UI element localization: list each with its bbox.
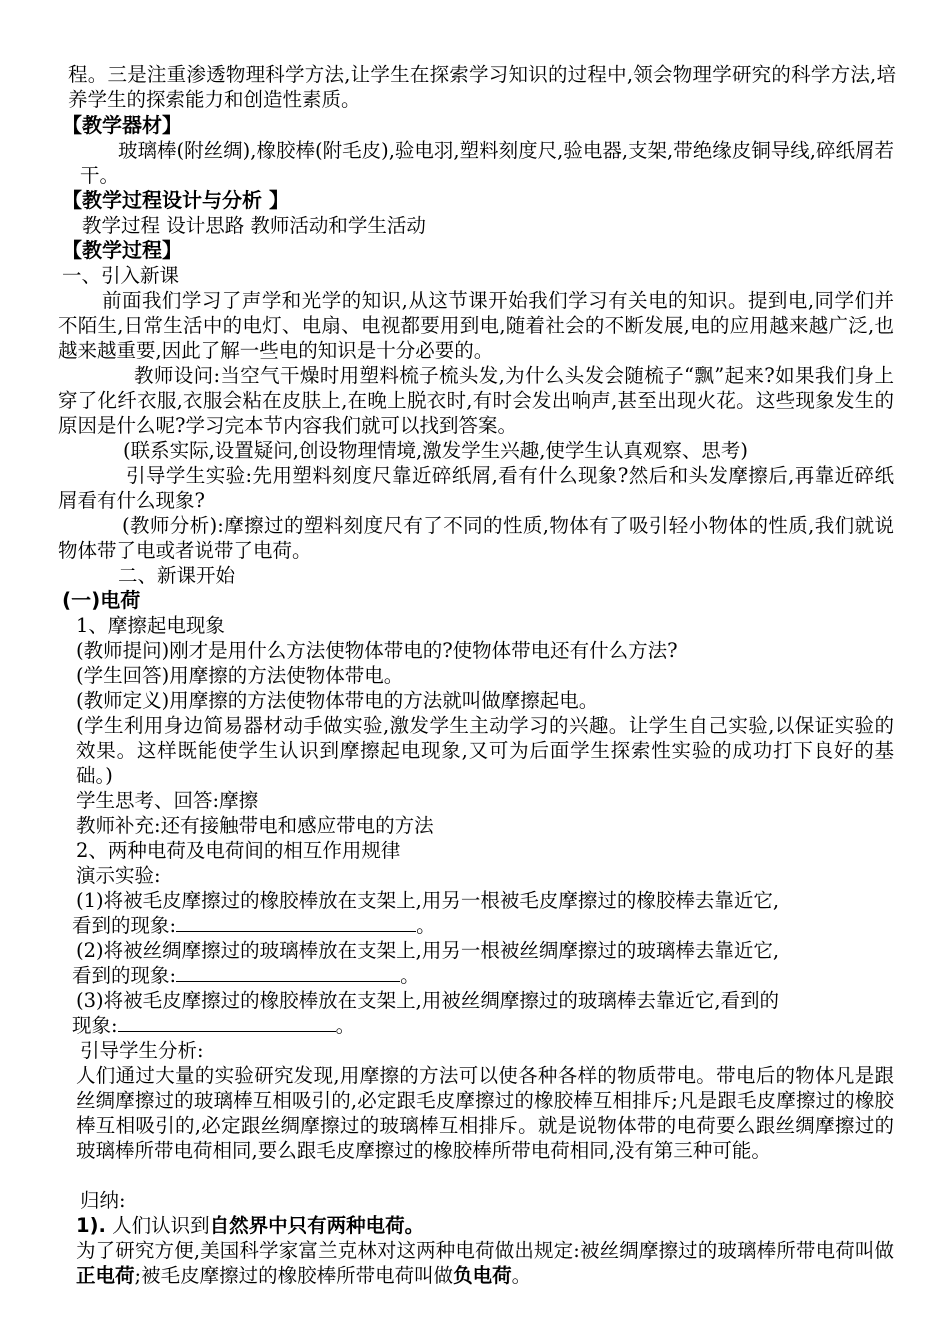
paragraph-student-answer: (学生回答)用摩擦的方法使物体带电。 <box>76 664 404 687</box>
experiment-3-period: 。 <box>335 1014 356 1037</box>
experiment-2-blank[interactable] <box>176 963 400 982</box>
section-intro: 一、引入新课 <box>62 264 180 287</box>
experiment-3-blank[interactable] <box>118 1013 336 1032</box>
experiment-1-blank[interactable] <box>176 913 416 932</box>
paragraph-analysis: 人们通过大量的实验研究发现,用摩擦的方法可以使各种各样的物质带电。带电后的物体凡是跟丝绸摩擦过的玻璃棒互相吸引的,必定跟毛皮摩擦过的橡胶棒互相排斥;凡是跟毛皮摩擦过的橡胶棒互相吸引的,必定跟丝绸摩擦过的玻璃棒互相排斥。就是说物体带的电荷要么跟丝绸摩擦过的玻璃棒所带电荷相同,要么跟毛皮摩擦过的橡胶棒所带电荷相同,没有第三种可能。 <box>76 1064 894 1162</box>
positive-charge-term: 正电荷 <box>76 1264 135 1287</box>
section-two-charges: 2、两种电荷及电荷间的相互作用规律 <box>76 839 401 862</box>
negative-charge-term: 负电荷 <box>453 1264 512 1287</box>
paragraph-teacher-question: (教师提问)刚才是用什么方法使物体带电的?使物体带电还有什么方法? <box>76 639 678 662</box>
heading-process: 【教学过程】 <box>62 238 182 262</box>
section-friction: 1、摩擦起电现象 <box>76 614 225 637</box>
paragraph-intro-continuation: 程。三是注重渗透物理科学方法,让学生在探索学习知识的过程中,领会物理学研究的科学方法,培养学生的探索能力和创造性素质。 <box>68 63 896 111</box>
experiment-2: (2)将被丝绸摩擦过的玻璃棒放在支架上,用另一根被丝绸摩擦过的玻璃棒去靠近它, <box>76 939 780 962</box>
paragraph-summary: 归纳: <box>80 1189 126 1212</box>
paragraph-design: 教学过程 设计思路 教师活动和学生活动 <box>82 214 426 237</box>
experiment-3: (3)将被毛皮摩擦过的橡胶棒放在支架上,用被丝绸摩擦过的玻璃棒去靠近它,看到的 <box>76 989 780 1012</box>
experiment-2-label: 看到的现象: <box>72 964 177 987</box>
paragraph-student-think: 学生思考、回答:摩擦 <box>76 789 259 812</box>
heading-design: 【教学过程设计与分析 】 <box>62 188 289 212</box>
paragraph-intro-1: 前面我们学习了声学和光学的知识,从这节课开始我们学习有关电的知识。提到电,同学们并不陌生,日常生活中的电灯、电扇、电视都要用到电,随着社会的不断发展,电的应用越来越广泛,也越来越重要,因此了解一些电的知识是十分必要的。 <box>58 289 894 362</box>
paragraph-intro-5: (教师分析):摩擦过的塑料刻度尺有了不同的性质,物体有了吸引轻小物体的性质,我们就说物体带了电或者说带了电荷。 <box>58 514 894 562</box>
paragraph-intro-3: (联系实际,设置疑问,创设物理情境,激发学生兴趣,使学生认真观察、思考) <box>123 439 749 462</box>
paragraph-teacher-definition: (教师定义)用摩擦的方法使物体带电的方法就叫做摩擦起电。 <box>76 689 599 712</box>
franklin-text-a: 为了研究方便,美国科学家富兰克林对这两种电荷做出规定:被丝绸摩擦过的玻璃棒所带电荷叫做 <box>76 1239 894 1262</box>
experiment-3-result <box>72 1013 355 1038</box>
section-new-lesson: 二、新课开始 <box>118 564 236 587</box>
conclusion-1-text: 人们认识到 <box>105 1214 210 1237</box>
paragraph-demo: 演示实验: <box>76 864 161 887</box>
conclusion-1 <box>76 1213 424 1238</box>
experiment-3-label: 现象: <box>72 1014 118 1037</box>
paragraph-guide: 引导学生分析: <box>80 1039 204 1062</box>
experiment-1-label: 看到的现象: <box>72 914 177 937</box>
experiment-2-result <box>72 963 420 988</box>
experiment-1-period: 。 <box>416 914 436 937</box>
franklin-end: 。 <box>511 1264 532 1287</box>
paragraph-intro-2: 教师设问:当空气干燥时用塑料梳子梳头发,为什么头发会随梳子“飘”起来?如果我们身上穿了化纤衣服,衣服会粘在皮肤上,在晚上脱衣时,有时会发出响声,甚至出现火花。这些现象发生的原因是什么呢?学习完本节内容我们就可以找到答案。 <box>58 364 894 437</box>
experiment-1: (1)将被毛皮摩擦过的橡胶棒放在支架上,用另一根被毛皮摩擦过的橡胶棒去靠近它, <box>76 889 780 912</box>
experiment-2-period: 。 <box>400 964 420 987</box>
paragraph-student-experiment: (学生利用身边简易器材动手做实验,激发学生主动学习的兴趣。让学生自己实验,以保证实验的效果。这样既能使学生认识到摩擦起电现象,又可为后面学生探索性实验的成功打下良好的基础。) <box>76 714 894 787</box>
franklin-text-b: ;被毛皮摩擦过的橡胶棒所带电荷叫做 <box>134 1264 454 1287</box>
conclusion-1-number: 1). <box>76 1214 106 1237</box>
conclusion-1-emphasis: 自然界中只有两种电荷。 <box>209 1214 425 1237</box>
paragraph-teacher-supplement: 教师补充:还有接触带电和感应带电的方法 <box>76 814 434 837</box>
heading-materials: 【教学器材】 <box>62 113 182 137</box>
experiment-1-result <box>72 913 436 938</box>
paragraph-franklin <box>76 1238 894 1288</box>
heading-charge: (一)电荷 <box>62 588 141 612</box>
paragraph-intro-4: 引导学生实验:先用塑料刻度尺靠近碎纸屑,看有什么现象?然后和头发摩擦后,再靠近碎纸屑看有什么现象? <box>58 464 894 512</box>
paragraph-materials: 玻璃棒(附丝绸),橡胶棒(附毛皮),验电羽,塑料刻度尺,验电器,支架,带绝缘皮铜导线,碎纸屑若干。 <box>80 139 894 187</box>
